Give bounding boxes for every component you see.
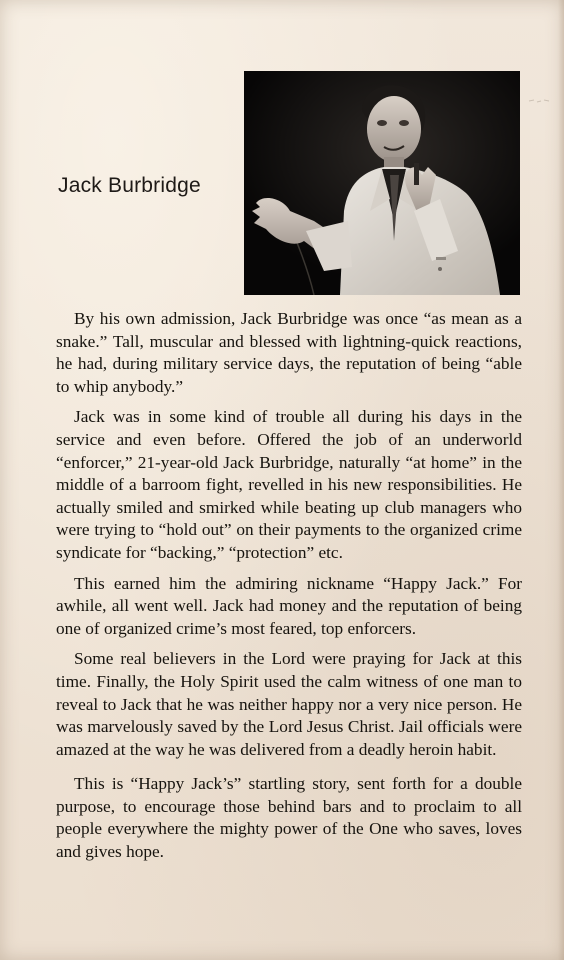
paragraph: This earned him the admiring nickname “Happy Jack.” For awhile, all went well. Jack had money and the reputation of being one of organized crime’s most feared, top enforcers.: [56, 573, 522, 638]
paragraph: By his own admission, Jack Burbridge was once “as mean as a snake.” Tall, muscular and blessed with lightning-quick reactions, he had, during military service days, the reputation of being “able to whip anybody.”: [56, 309, 522, 396]
blurb-text: [56, 308, 522, 872]
speaker-photo-illustration: [244, 71, 520, 295]
paragraph: Some real believers in the Lord were praying for Jack at this time. Finally, the Holy Spirit used the calm witness of one man to reveal to Jack that he was neither happy nor a very nice person. He was marvelously saved by the Lord Jesus Christ. Jail officials were amazed at the way he was delivered from a deadly heroin habit.: [56, 649, 522, 759]
paragraph: This is “Happy Jack’s” startling story, sent forth for a double purpose, to encourage those behind bars and to proclaim to all people everywhere the mighty power of the One who saves, loves and gives hope.: [56, 774, 522, 862]
paper-smudge: [528, 97, 550, 105]
paragraph: Jack was in some kind of trouble all during his days in the service and even before. Offered the job of an underworld “enforcer,” 21-year-old Jack Burbridge, naturally “at home” in the middle of a barroom fight, revelled in his new responsibilities. He actually smiled and smirked while beating up club managers who were trying to “hold out” on their payments to the organized crime syndicate for “backing,” “protection” etc.: [56, 407, 522, 562]
page-edge-shadow: [558, 0, 564, 960]
author-name: Jack Burbridge: [58, 174, 201, 197]
author-photo: [244, 71, 520, 295]
